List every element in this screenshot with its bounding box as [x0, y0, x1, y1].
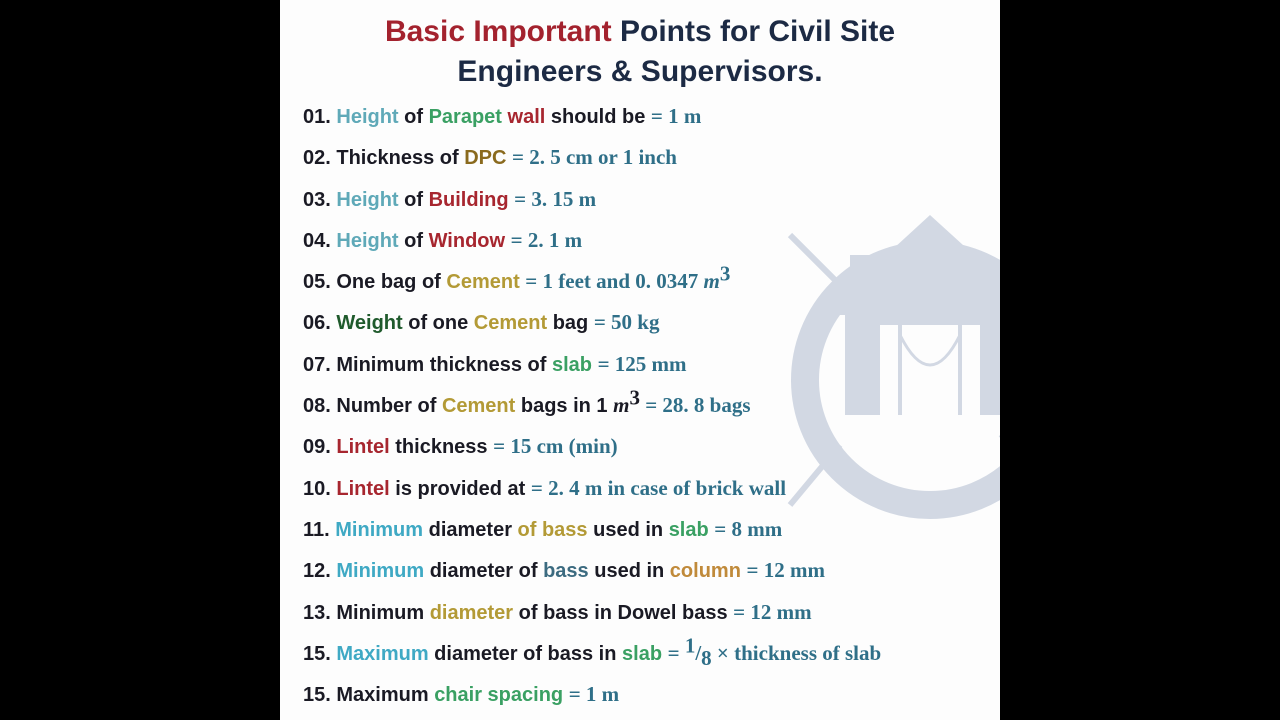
list-item-05 [303, 261, 993, 302]
item-value: = 1 m [650, 104, 702, 128]
list-item-12 [303, 550, 993, 591]
points-list [303, 96, 993, 715]
list-item-08 [303, 385, 993, 426]
item-text: Cement [446, 271, 520, 294]
item-text: diameter of [424, 560, 544, 583]
item-number: 15. [303, 684, 331, 707]
item-unit: m [703, 269, 720, 294]
item-number: 09. [303, 436, 331, 459]
item-text: Height [336, 188, 399, 211]
list-item-15 [303, 674, 993, 715]
item-text: Height [336, 229, 399, 252]
item-number: 07. [303, 353, 331, 376]
list-item-09 [303, 426, 993, 467]
list-item-03 [303, 179, 993, 220]
item-value: = 50 kg [593, 310, 660, 335]
item-value: = 28. 8 bags [639, 393, 751, 418]
item-number: 08. [303, 395, 331, 418]
item-text: slab [551, 353, 592, 376]
item-text: Minimum [335, 518, 424, 541]
item-text: chair spacing [434, 684, 564, 707]
item-text: thickness [389, 436, 494, 459]
item-value: = 15 cm (min) [493, 434, 618, 459]
list-item-07 [303, 344, 993, 385]
item-number: 05. [303, 271, 331, 294]
item-text: Minimum [336, 601, 430, 624]
item-text: of [398, 188, 429, 211]
item-text: bags in 1 [515, 395, 614, 418]
item-text: Cement [441, 395, 516, 418]
fraction-denominator: 8 [701, 645, 712, 670]
item-text: Maximum [336, 684, 435, 707]
list-item-13 [303, 592, 993, 633]
item-value: = 1 feet and 0. 0347 [525, 269, 704, 294]
fraction-numerator: 1 [684, 633, 696, 658]
item-value: = 8 mm [714, 516, 783, 541]
title-rest: Points for Civil Site [611, 15, 896, 48]
item-text: Lintel [336, 477, 390, 500]
item-text: Minimum thickness of [336, 353, 552, 376]
item-text: Maximum [336, 642, 429, 665]
item-text: slab [622, 642, 663, 665]
item-text: bag [547, 312, 594, 335]
item-text: DPC [464, 147, 507, 170]
item-text: One bag of [336, 271, 447, 294]
item-text: of bass [517, 518, 588, 541]
item-text: Parapet [428, 106, 502, 128]
item-value: = 12 mm [733, 599, 812, 624]
item-number: 12. [303, 560, 331, 583]
item-number: 11. [303, 518, 330, 541]
item-number: 04. [303, 229, 331, 252]
item-value: = 2. 1 m [510, 227, 583, 252]
item-value: = 125 mm [597, 351, 687, 376]
item-text: Building [428, 188, 509, 211]
list-item-04 [303, 220, 993, 261]
item-number: 03. [303, 188, 331, 211]
item-number: 01. [303, 106, 331, 128]
item-text: diameter of bass in [428, 642, 623, 665]
item-number: 15. [303, 642, 331, 665]
item-text: used in [587, 518, 669, 541]
item-number: 10. [303, 477, 331, 500]
fraction-slash: / [695, 640, 702, 665]
item-unit: m [613, 393, 630, 418]
item-value: = 2. 4 m in case of brick wall [530, 475, 787, 500]
item-value: = [667, 640, 685, 665]
item-text: is provided at [389, 477, 531, 500]
item-value: = 1 m [568, 682, 620, 707]
page-title [280, 12, 1000, 92]
item-text: Minimum [336, 560, 425, 583]
item-number: 06. [303, 312, 331, 335]
item-text: of [398, 229, 429, 252]
item-text: diameter [429, 601, 514, 624]
item-text: Lintel [336, 436, 390, 459]
item-text: of bass in Dowel bass [513, 601, 734, 624]
item-number: 13. [303, 601, 331, 624]
item-text: column [669, 560, 741, 583]
list-item-11 [303, 509, 993, 550]
item-text: used in [588, 560, 670, 583]
item-text: Window [428, 229, 506, 252]
item-number: 02. [303, 147, 331, 170]
item-text: of one [402, 312, 474, 335]
item-value: = 3. 15 m [514, 186, 597, 211]
item-text: Height [336, 106, 399, 128]
item-text: Cement [473, 312, 548, 335]
item-value: = 12 mm [746, 558, 825, 583]
list-item-06 [303, 302, 993, 343]
title-highlight: Basic Important [384, 15, 612, 48]
list-item-01 [303, 96, 993, 137]
item-text: of [398, 106, 429, 128]
item-exponent: 3 [719, 261, 731, 286]
list-item-10 [303, 468, 993, 509]
item-text: diameter [423, 518, 518, 541]
item-text: Number of [336, 395, 442, 418]
title-line-2: Engineers & Supervisors. [457, 55, 823, 88]
document-panel [280, 0, 1000, 720]
list-item-02 [303, 137, 993, 178]
item-text: bass [543, 560, 589, 583]
item-text: Thickness of [336, 147, 465, 170]
item-value: × thickness of slab [711, 640, 882, 665]
list-item-14 [303, 633, 993, 674]
item-text: should be [545, 106, 651, 128]
item-exponent: 3 [629, 385, 640, 410]
item-text: wall [507, 106, 546, 128]
item-value: = 2. 5 cm or 1 inch [511, 145, 677, 170]
item-text: slab [668, 518, 709, 541]
item-text: Weight [336, 312, 403, 335]
